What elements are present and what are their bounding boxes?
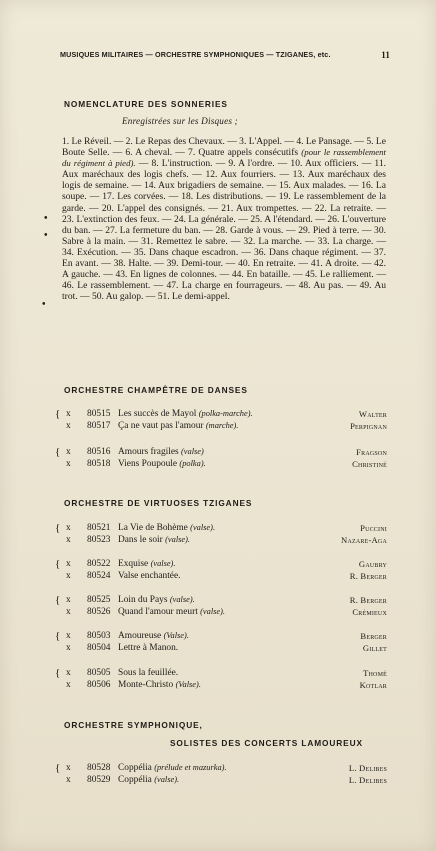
record-composer: Christiné — [352, 459, 387, 469]
record-number: 80522 — [87, 559, 111, 569]
title-text: Amours fragiles — [118, 447, 182, 457]
record-mark: x — [66, 421, 71, 431]
running-title: MUSIQUES MILITAIRES — ORCHESTRE SYMPHONIQUES — TZIGANES, etc. — [60, 50, 331, 59]
genre-text: (Valse). — [175, 680, 201, 689]
record-number: 80515 — [87, 409, 111, 419]
record-composer: Fragson — [356, 447, 387, 457]
record-entry — [55, 408, 387, 420]
record-entry — [55, 642, 387, 654]
section-heading-symphonique: ORCHESTRE SYMPHONIQUE, — [64, 720, 203, 730]
record-composer: Kotlar — [359, 680, 387, 690]
genre-text: (valse). — [200, 607, 226, 616]
record-number: 80521 — [87, 523, 111, 533]
record-entry — [55, 558, 387, 570]
record-mark: x — [66, 459, 71, 469]
record-entry — [55, 667, 387, 679]
title-text: Sous la feuillée. — [118, 668, 179, 678]
record-mark: x — [66, 668, 71, 678]
record-title — [118, 642, 178, 654]
record-composer: Perpignan — [350, 421, 387, 431]
record-composer: Thomé — [363, 668, 387, 678]
sonneries-text-2: — 8. L'instruction. — 9. A l'ordre. — 10. Aux officiers. — 11. Aux maréchaux des logis chefs. — 12. Aux fourriers. — 13. Aux maréchaux des logis de semaine. — 14. Aux brigadiers de semaine. — 15. Aux malades. — 16. La soupe. — 17. Les corvées. — 18. Les distributions. — 19. Le rassemblement de la garde. — 20. L'appel des consignés. — 21. Aux trompettes. — 22. La retraite. — 23. L'extinction des feux. — 24. La générale. — 25. A l'étendard. — 26. L'ouverture du ban. — 27. La fermeture du ban. — 28. Garde à vous. — 29. Pied à terre. — 30. Sabre à la main. — 31. Remettez le sabre. — 32. La marche. — 33. La charge. — 34. Exécution. — 35. Dans chaque escadron. — 36. Dans chaque régiment. — 37. En avant. — 38. Halte. — 39. Demi-tour. — 40. En retraite. — 41. A droite. — 42. A gauche. — 43. En lignes de colonnes. — 44. En bataille. — 45. Le ralliement. — 46. Le rassemblement. — 47. La charge en fourrageurs. — 48. Au pas. — 49. Au trot. — 50. Au galop. — 51. Le demi-appel. — [62, 158, 387, 303]
section-heading-tziganes: ORCHESTRE DE VIRTUOSES TZIGANES — [64, 498, 253, 508]
record-composer: Gillet — [362, 643, 387, 653]
title-text: Amoureuse — [118, 631, 164, 641]
record-number: 80516 — [87, 447, 111, 457]
title-text: Loin du Pays — [118, 595, 170, 605]
title-text: Viens Poupoule — [118, 459, 180, 469]
record-composer: R. Berger — [349, 595, 387, 605]
record-entry — [55, 522, 387, 534]
record-entry — [55, 606, 387, 618]
record-number: 80504 — [87, 643, 111, 653]
record-entry — [55, 446, 387, 458]
pair-brace: { — [55, 762, 61, 774]
title-text: Coppélia — [118, 763, 155, 773]
record-title — [118, 679, 201, 691]
record-entry — [55, 420, 387, 432]
record-number: 80524 — [87, 571, 111, 581]
record-title — [118, 408, 253, 420]
record-composer: L. Delibes — [348, 763, 387, 773]
title-text: Ça ne vaut pas l'amour — [118, 421, 206, 431]
sonneries-text-1: 1. Le Réveil. — 2. Le Repas des Chevaux. — 3. L'Appel. — 4. Le Pansage. — 5. Le Boute Selle. — 6. A cheval. — 7. Quatre appels consécutifs — [62, 136, 386, 159]
record-mark: x — [66, 447, 71, 457]
record-composer: Gaubry — [358, 559, 387, 569]
title-text: Coppélia — [118, 775, 155, 785]
title-text: Monte-Christo — [118, 680, 176, 690]
record-mark: x — [66, 409, 71, 419]
record-mark: x — [66, 643, 71, 653]
sonneries-subheading: Enregistrées sur les Disques ; — [122, 116, 238, 126]
record-composer: Walter — [358, 409, 387, 419]
record-mark: x — [66, 631, 71, 641]
title-text: Les succès de Mayol — [118, 409, 199, 419]
title-text: Exquise — [118, 559, 151, 569]
record-number: 80503 — [87, 631, 111, 641]
record-composer: Puccini — [360, 523, 387, 533]
running-head — [60, 50, 390, 59]
record-title — [118, 458, 206, 470]
record-number: 80525 — [87, 595, 111, 605]
record-composer: Berger — [360, 631, 387, 641]
record-title — [118, 774, 179, 786]
record-mark: x — [66, 607, 71, 617]
record-mark: x — [66, 571, 71, 581]
page-number: 11 — [381, 50, 390, 60]
record-entry — [55, 630, 387, 642]
record-composer: Nazare-Aga — [341, 535, 387, 545]
record-number: 80518 — [87, 459, 111, 469]
section-heading-champetre: ORCHESTRE CHAMPÊTRE DE DANSES — [64, 385, 248, 395]
sonneries-heading: NOMENCLATURE DES SONNERIES — [64, 99, 228, 109]
pair-brace: { — [55, 446, 61, 458]
genre-text: (valse) — [181, 447, 204, 456]
genre-text: (valse). — [169, 595, 195, 604]
record-title — [118, 522, 215, 534]
margin-mark: • — [44, 213, 48, 224]
record-composer: Crémieux — [352, 607, 387, 617]
record-composer: R. Berger — [349, 571, 387, 581]
genre-text: (Valse). — [163, 631, 189, 640]
genre-text: (valse). — [190, 523, 216, 532]
record-title — [118, 534, 190, 546]
record-title — [118, 606, 225, 618]
pair-brace: { — [55, 630, 61, 642]
record-mark: x — [66, 559, 71, 569]
record-number: 80506 — [87, 680, 111, 690]
record-title — [118, 594, 195, 606]
record-number: 80526 — [87, 607, 111, 617]
record-mark: x — [66, 535, 71, 545]
record-number: 80517 — [87, 421, 111, 431]
genre-text: (polka-marche). — [198, 409, 253, 418]
record-title — [118, 446, 204, 458]
record-entry — [55, 762, 387, 774]
genre-text: (marche). — [205, 421, 239, 430]
genre-text: (valse). — [154, 775, 180, 784]
record-number: 80528 — [87, 763, 111, 773]
record-mark: x — [66, 680, 71, 690]
record-number: 80523 — [87, 535, 111, 545]
record-entry — [55, 458, 387, 470]
record-title — [118, 762, 227, 774]
title-text: Lettre à Manon. — [118, 643, 179, 653]
record-number: 80529 — [87, 775, 111, 785]
record-entry — [55, 534, 387, 546]
pair-brace: { — [55, 558, 61, 570]
genre-text: (prélude et mazurka). — [154, 763, 227, 772]
title-text: Valse enchantée. — [118, 571, 181, 581]
record-title — [118, 420, 238, 432]
sonneries-italic: (pour le rassemblement du régiment à pied). — [62, 147, 386, 169]
margin-mark: • — [42, 299, 46, 310]
margin-mark: • — [44, 230, 48, 241]
genre-text: (valse). — [165, 535, 191, 544]
record-title — [118, 667, 178, 679]
pair-brace: { — [55, 522, 61, 534]
record-entry — [55, 774, 387, 786]
title-text: Quand l'amour meurt — [118, 607, 201, 617]
record-composer: L. Delibes — [348, 775, 387, 785]
sonneries-list — [62, 136, 386, 302]
record-mark: x — [66, 763, 71, 773]
pair-brace: { — [55, 408, 61, 420]
record-entry — [55, 679, 387, 691]
record-mark: x — [66, 775, 71, 785]
genre-text: (polka). — [179, 459, 206, 468]
record-mark: x — [66, 595, 71, 605]
record-title — [118, 630, 189, 642]
title-text: La Vie de Bohème — [118, 523, 191, 533]
pair-brace: { — [55, 594, 61, 606]
title-text: Dans le soir — [118, 535, 166, 545]
genre-text: (valse). — [150, 559, 176, 568]
record-mark: x — [66, 523, 71, 533]
record-title — [118, 558, 175, 570]
record-entry — [55, 594, 387, 606]
record-title — [118, 570, 180, 582]
record-number: 80505 — [87, 668, 111, 678]
record-entry — [55, 570, 387, 582]
pair-brace: { — [55, 667, 61, 679]
section-subheading-lamoureux: SOLISTES DES CONCERTS LAMOUREUX — [170, 738, 363, 748]
